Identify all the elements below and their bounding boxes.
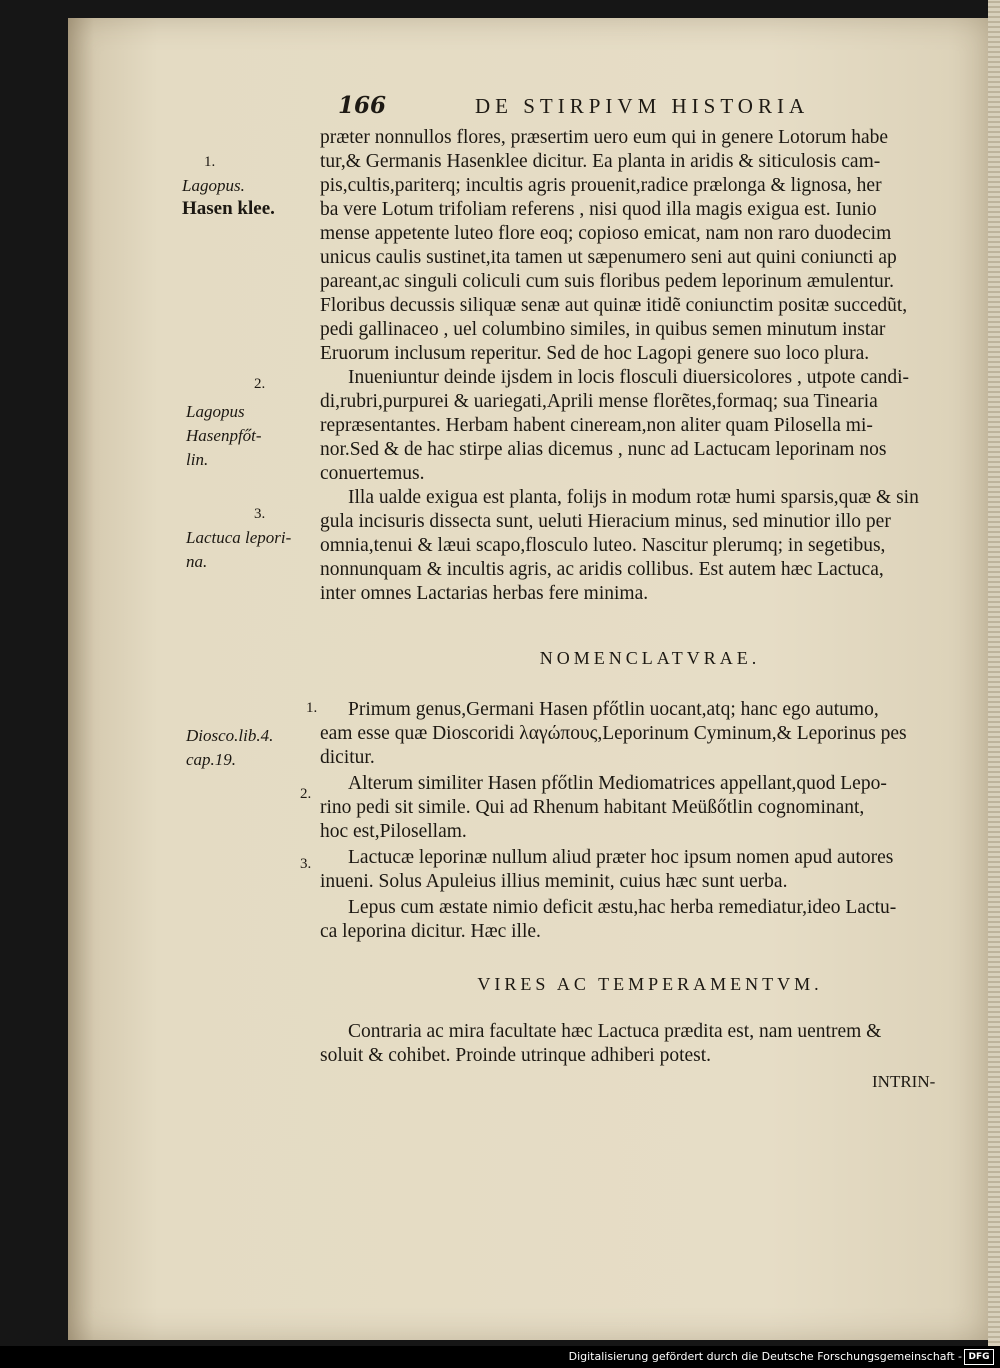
running-head: DE STIRPIVM HISTORIA xyxy=(475,94,810,118)
text-line: di,rubri,purpurei & uariegati,Aprili mense florẽtes,formaq; sua Tinearia xyxy=(320,391,878,412)
text-line: pedi gallinaceo , uel columbino similes, in quibus semen minutum instar xyxy=(320,319,886,340)
page-edge-strip xyxy=(988,0,1000,1346)
page-number: 166 xyxy=(338,92,387,119)
text-line: Floribus decussis siliquæ senæ aut quinæ itidẽ coniunctim positæ succedũt, xyxy=(320,295,908,316)
text-line: eam esse quæ Dioscoridi λαγώπους,Leporinum Cyminum,& Leporinus pes xyxy=(320,723,907,744)
text-line: Alterum similiter Hasen pfőtlin Mediomatrices appellant,quod Lepo- xyxy=(348,773,887,794)
margin-note: lin. xyxy=(186,450,209,469)
text-line: Illa ualde exigua est planta, folijs in modum rotæ humi sparsis,quæ & sin xyxy=(348,487,919,508)
margin-number: 3. xyxy=(300,856,312,872)
text-line: tur,& Germanis Hasenklee dicitur. Ea planta in aridis & siticulosis cam- xyxy=(320,151,881,172)
margin-note: Lactuca lepori- xyxy=(186,528,292,547)
margin-note: cap.19. xyxy=(186,750,237,769)
text-line: Lactucæ leporinæ nullum aliud præter hoc ipsum nomen apud autores xyxy=(348,847,894,868)
margin-notes xyxy=(0,0,320,1100)
text-line: pis,cultis,pariterq; incultis agris prouenit,radice prælonga & lignosa, her xyxy=(320,175,882,196)
text-line: ca leporina dicitur. Hæc ille. xyxy=(320,921,541,942)
dfg-logo: DFG xyxy=(964,1349,994,1365)
footer-bar xyxy=(0,1346,1000,1368)
text-line: Lepus cum æstate nimio deficit æstu,hac herba remediatur,ideo Lactu- xyxy=(348,897,897,918)
text-line: nor.Sed & de hac stirpe alias dicemus , nunc ad Lactucam leporinam nos xyxy=(320,439,887,460)
section-heading: NOMENCLATVRAE. xyxy=(539,648,761,668)
margin-number: 3. xyxy=(254,506,266,522)
text-line: rino pedi sit simile. Qui ad Rhenum habitant Meüßőtlin cognominant, xyxy=(320,797,865,818)
text-line: inter omnes Lactarias herbas fere minima. xyxy=(320,583,649,604)
margin-note: Hasen klee. xyxy=(182,198,275,219)
text-line: Inueniuntur deinde ijsdem in locis flosculi diuersicolores , utpote candi- xyxy=(348,367,910,388)
text-line: omnia,tenui & læui scapo,flosculo luteo. Nascitur plerumq; in segetibus, xyxy=(320,535,886,556)
section-heading: VIRES AC TEMPERAMENTVM. xyxy=(477,974,823,994)
text-line: gula incisuris dissecta sunt, ueluti Hieracium minus, sed minutior illo per xyxy=(320,511,891,532)
text-line: nonnunquam & incultis agris, ac aridis collibus. Est autem hæc Lactuca, xyxy=(320,559,884,580)
text-line: soluit & cohibet. Proinde utrinque adhiberi potest. xyxy=(320,1045,712,1066)
text-line: Primum genus,Germani Hasen pfőtlin uocant,atq; hanc ego autumo, xyxy=(348,699,879,720)
text-line: ba vere Lotum trifoliam referens , nisi quod illa magis exigua est. Iunio xyxy=(320,199,877,220)
text-line: Contraria ac mira facultate hæc Lactuca prædita est, nam uentrem & xyxy=(348,1021,882,1042)
text-line: hoc est,Pilosellam. xyxy=(320,821,467,842)
text-line: unicus caulis sustinet,ita tamen ut sæpenumero seni aut quini coniuncti ap xyxy=(320,247,897,268)
funding-credit: Digitalisierung gefördert durch die Deutsche Forschungsgemeinschaft - xyxy=(568,1350,962,1363)
margin-note: Diosco.lib.4. xyxy=(186,726,274,745)
margin-number: 2. xyxy=(300,786,312,802)
text-line: Eruorum inclusum reperitur. Sed de hoc Lagopi genere suo loco plura. xyxy=(320,343,870,364)
margin-number: 2. xyxy=(254,376,266,392)
text-line: pareant,ac singuli coliculi cum suis floribus pedem leporinum æmulentur. xyxy=(320,271,895,292)
text-line: conuertemus. xyxy=(320,463,425,484)
text-line: inueni. Solus Apuleius illius meminit, cuius hæc sunt uerba. xyxy=(320,871,788,892)
margin-note: na. xyxy=(186,552,208,571)
margin-note: Lagopus. xyxy=(182,176,245,195)
text-line: repræsentantes. Herbam habent cineream,non aliter quam Pilosella mi- xyxy=(320,415,873,436)
margin-number: 1. xyxy=(306,700,318,716)
text-line: mense appetente luteo flore eoq; copioso emicat, nam non raro duodecim xyxy=(320,223,892,244)
margin-note: Lagopus xyxy=(186,402,245,421)
catchword: INTRIN- xyxy=(872,1072,936,1091)
margin-note: Hasenpfőt- xyxy=(186,426,262,445)
text-line: dicitur. xyxy=(320,747,375,768)
text-line: præter nonnullos flores, præsertim uero eum qui in genere Lotorum habe xyxy=(320,127,889,148)
margin-number: 1. xyxy=(204,154,216,170)
